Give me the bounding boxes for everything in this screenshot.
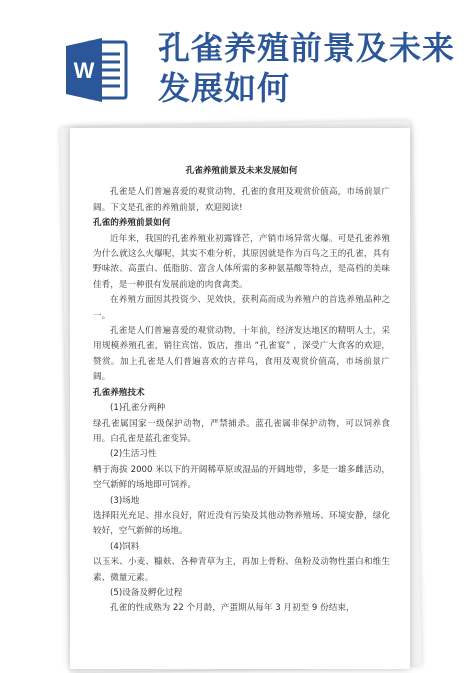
- subheading-equipment: (5)设备及孵化过程: [110, 587, 183, 598]
- prospects-paragraph-2: 在养殖方面因其投资少、见效快，获利高而成为养殖户的首选养殖品种之一。: [93, 295, 390, 321]
- habits-text: 栖于海拔 2000 米以下的开阔稀草原或湿品的开阔地带，多是一雄多雌活动，空气新鲜的场地即可饲养。: [93, 464, 390, 491]
- word-icon: [66, 36, 128, 104]
- subheading-habits: (2)生活习性: [110, 449, 157, 460]
- subheading-species: (1)孔雀分两种: [110, 403, 166, 414]
- subheading-feed: (4)饲料: [110, 541, 140, 552]
- equipment-text: 孔雀的性成熟为 22 个月龄，产蛋期从每年 3 月初至 9 份结束，: [110, 603, 355, 614]
- intro-paragraph: 孔雀是人们普遍喜爱的观赏动物，孔雀的食用及观赏价值高，市场前景广阔。下文是孔雀的养殖前景，欢迎阅读!: [93, 187, 390, 213]
- section-title-techniques: 孔雀养殖技术: [93, 387, 145, 398]
- document-content: [93, 164, 390, 617]
- prospects-paragraph-3: 孔雀是人们普遍喜爱的观赏动物，十年前，经济发达地区的精明人士，采用规模养殖孔雀，销往宾馆、饭店，推出 “孔雀宴” ，深受广大食客的欢迎， 赞赏。加上孔雀是人们普遍喜欢的吉祥鸟，食用及观赏价值高，市场前景广阔。: [93, 326, 390, 383]
- section-title-prospects: 孔雀的养殖前景如何: [93, 218, 171, 229]
- species-text: 绿孔雀属国家一级保护动物，严禁捕杀。蓝孔雀属非保护动物，可以饲养食用。白孔雀是蓝孔雀变异。: [93, 418, 390, 444]
- svg-text:W: W: [73, 58, 95, 83]
- banner-title: 孔雀养殖前景及未来发展如何: [158, 29, 456, 107]
- document-page: [70, 128, 410, 669]
- site-text: 选择阳光充足、排水良好，附近没有污染及其他动物养殖场、环境安静，绿化较好，空气新鲜的场地。: [93, 510, 390, 537]
- document-heading: 孔雀养殖前景及未来发展如何: [185, 166, 298, 176]
- subheading-site: (3)场地: [110, 495, 140, 506]
- document-banner: [0, 0, 474, 120]
- feed-text: 以玉米、小麦、糠麸、各种青草为主，再加上骨粉、鱼粉及动物性蛋白和维生素、微量元素。: [93, 557, 390, 583]
- prospects-paragraph-1: 近年来，我国的孔雀养殖业初露锋芒，产销市场异常火爆。可是孔雀养殖为什么就这么火爆呢，其实不难分析，其原因就是作为百鸟之王的孔雀，具有野味浓、高蛋白、低脂肪、富含人体所需的多种氨基酸等特点，是高档的美味佳肴，是一种很有发展前途的肉食禽类。: [93, 233, 390, 290]
